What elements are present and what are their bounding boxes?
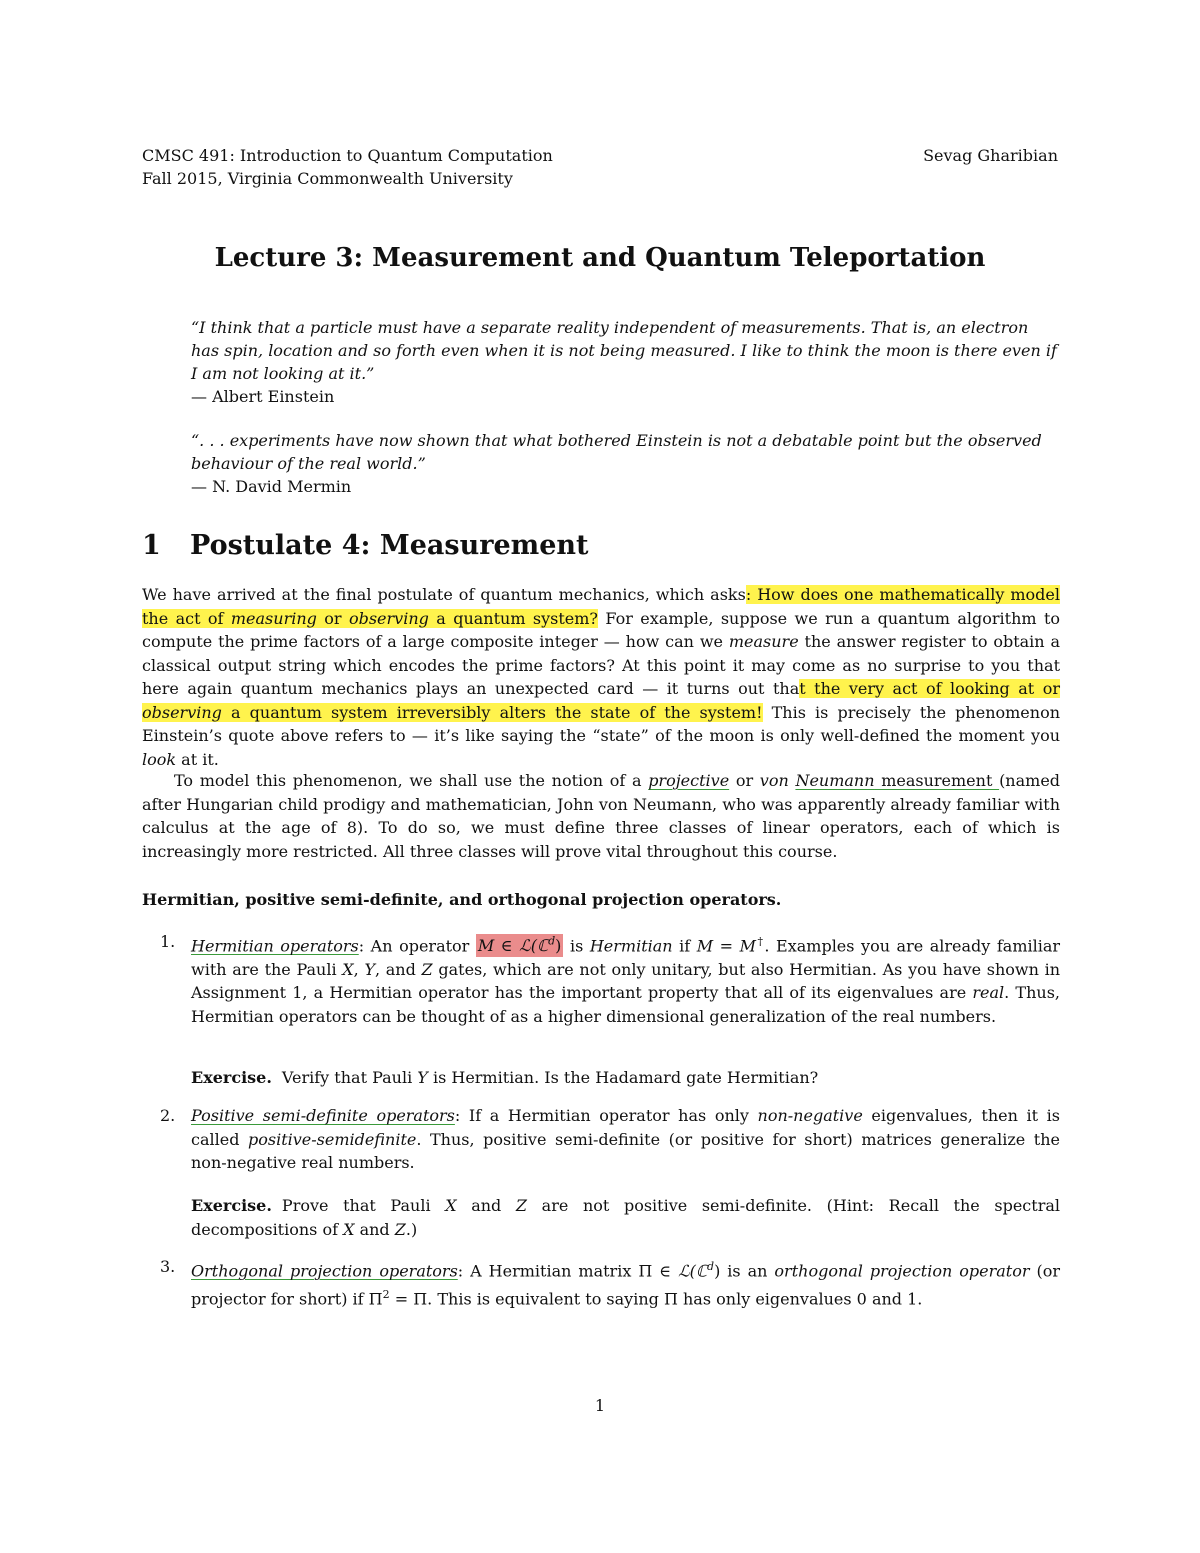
section-title: Postulate 4: Measurement (190, 530, 589, 561)
exercise-label: Exercise. (191, 1068, 272, 1087)
author-name: Sevag Gharibian (923, 146, 1058, 165)
quote-text: “I think that a particle must have a separate reality independent of measurements. That is, an electron has spin, location and so forth even when it is not being measured. I like to think the moon is there even if I am not looking at it.” (191, 318, 1057, 383)
section-number: 1 (142, 530, 161, 561)
quote-attribution: — Albert Einstein (191, 387, 335, 406)
list-item-positive: 2. Positive semi-definite operators: If a Hermitian operator has only non-negative eigenvalues, then it is called positive-semidefinite. Thus, positive semi-definite (or positive for short) matrices generalize the non-negative real numbers. (160, 1106, 1061, 1172)
course-term: Fall 2015, Virginia Commonwealth University (142, 169, 513, 188)
page-number: 1 (594, 1396, 606, 1415)
paragraph-intro: We have arrived at the final postulate of quantum mechanics, which asks: How does one mathematically model the act of measuring or observing a quantum system? For example, suppose we run a quantum algorithm to compute the prime factors of a large composite integer — how can we measure the answer register to obtain a classical output string which encodes the prime factors? At this point it may come as no surprise to you that here again quantum mechanics plays an unexpected card — it turns out that the very act of looking at or observing a quantum system irreversibly alters the state of the system! This is precisely the phenomenon Einstein’s quote above refers to — it’s like saying the “state” of the moon is only well-defined the moment you look at it. (142, 585, 1061, 769)
term-projection-operators: Orthogonal projection operators (191, 1261, 458, 1281)
quote-attribution: — N. David Mermin (191, 477, 352, 496)
list-item-hermitian: 1. Hermitian operators: An operator M ∈ ℒ(ℂ$^d$) is Hermitian if M = M†. Examples you are already familiar with are the Pauli X, Y, and Z gates, which are not only unitary, but also Hermitian. As you have shown in Assignment 1, a Hermitian operator has the important property that all of its eigenvalues are real. Thus, Hermitian operators can be thought of as a higher dimensional generalization of the real numbers. (160, 932, 1061, 1026)
exercise-2: Exercise. Prove that Pauli X and Z are not positive semi-definite. (Hint: Recall the spectral decompositions of X and Z.) (191, 1196, 1061, 1239)
projective-term: projective (648, 771, 730, 790)
neumann-term: Neumann (795, 771, 875, 790)
highlight-question: : How does one mathematically model the act of measuring or observing a quantum system? (142, 585, 1060, 628)
subheading-operators: Hermitian, positive semi-definite, and orthogonal projection operators. (142, 890, 782, 909)
highlight-math: M ∈ ℒ(ℂ$^d$) (477, 935, 562, 956)
paragraph-measurement: To model this phenomenon, we shall use the notion of a projective or von Neumann measurement (named after Hungarian child prodigy and mathematician, John von Neumann, who was apparently already familiar with calculus at the age of 8). To do so, we must define three classes of linear operators, each of which is increasingly more restricted. All three classes will prove vital throughout this course. (142, 771, 1061, 861)
quote-einstein (191, 316, 1061, 408)
section-heading (142, 530, 589, 561)
term-positive-operators: Positive semi-definite operators (191, 1106, 455, 1125)
term-hermitian-operators: Hermitian operators (191, 936, 359, 956)
quote-mermin (191, 429, 1061, 498)
quote-text: “. . . experiments have now shown that what bothered Einstein is not a debatable point but the observed behaviour of the real world.” (191, 431, 1042, 473)
exercise-1: Exercise. Verify that Pauli Y is Hermitian. Is the Hadamard gate Hermitian? (191, 1068, 819, 1087)
exercise-label: Exercise. (191, 1196, 272, 1215)
list-number: 2. (160, 1106, 176, 1125)
highlight-statement: t the very act of looking at or observing a quantum system irreversibly alters the state of the system! (142, 679, 1060, 722)
lecture-title: Lecture 3: Measurement and Quantum Teleportation (214, 243, 986, 273)
course-title: CMSC 491: Introduction to Quantum Computation (142, 146, 553, 165)
list-number: 3. (160, 1257, 176, 1276)
list-number: 1. (160, 932, 176, 951)
list-item-projection: 3. Orthogonal projection operators: A Hermitian matrix Π ∈ ℒ(ℂ$^d$) is an orthogonal projection operator (or projector for short) if $\Pi^2 = \Pi$. This is equivalent to saying Π has only eigenvalues 0 and 1. (160, 1257, 1061, 1309)
